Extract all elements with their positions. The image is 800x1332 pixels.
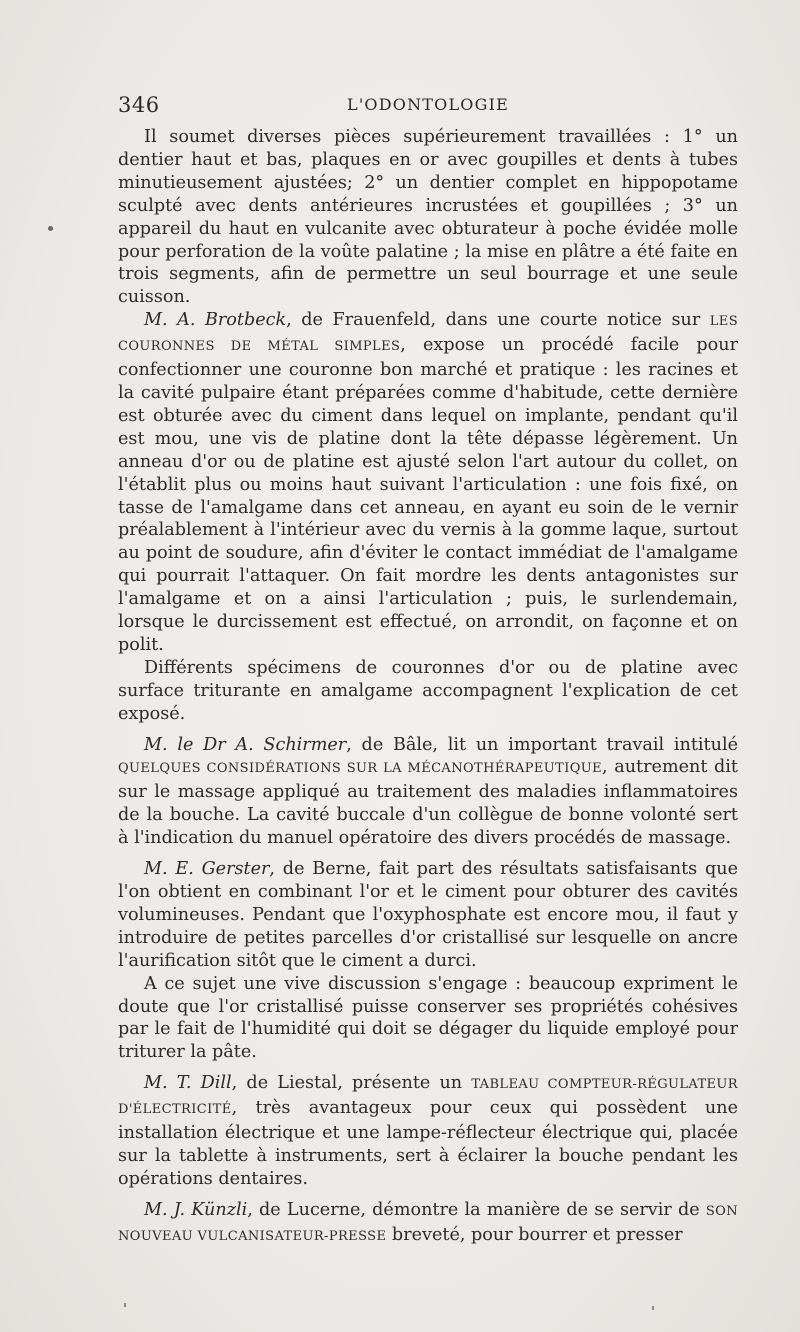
paper-speck (652, 1306, 654, 1310)
author-name: M. E. Gerster (144, 859, 270, 880)
paragraph (118, 309, 738, 657)
text-run: , de Berne, fait part des résultats satisfaisants que l'on obtient en combinant l'or et le ciment pour obturer des cavités volumineuses. Pendant que l'oxyphosphate est encore mou, il faut y introduire de petites parcelles d'or cristallisé sur lesquelle on ancre l'aurification sitôt que le ciment a durci. (118, 859, 738, 971)
author-name: M. A. Brotbeck (144, 310, 287, 331)
page-header (118, 93, 738, 119)
paper-speck (124, 1303, 126, 1307)
author-name: M. le Dr A. Schirmer (144, 734, 347, 755)
text-run: , de Bâle, lit un important travail intitulé (346, 734, 738, 755)
page-number: 346 (118, 93, 160, 117)
text-run: , de Liestal, présente un (231, 1073, 472, 1094)
work-title: LES COURONNES DE MÉTAL SIMPLES (118, 314, 738, 355)
work-title: SON NOUVEAU VULCANISATEUR-PRESSE (118, 1203, 738, 1244)
running-title: L'ODONTOLOGIE (347, 95, 509, 114)
text-run: , de Frauenfeld, dans une courte notice sur (286, 310, 710, 331)
text-run: A ce sujet une vive discussion s'engage : beaucoup expriment le doute que l'or cristallisé puisse conserver ses propriétés cohésives par le fait de l'humidité qui doit se dégager du liquide employé pour triturer la pâte. (118, 973, 738, 1063)
paragraph (118, 1199, 738, 1249)
text-run: , très avantageux pour ceux qui possèdent une installation électrique et une lampe-réflecteur électrique qui, placée sur la tablette à instruments, sert à éclairer la bouche pendant les opérations dentaires. (118, 1098, 738, 1189)
text-run: , de Lucerne, démontre la manière de se servir de (247, 1199, 706, 1220)
work-title: QUELQUES CONSIDÉRATIONS SUR LA MÉCANOTHÉRAPEUTIQUE (118, 761, 603, 777)
paragraph (118, 973, 738, 1065)
paragraph (118, 734, 738, 851)
paragraph (118, 126, 738, 309)
paragraph (118, 657, 738, 726)
work-title: TABLEAU COMPTEUR-RÉGULATEUR D'ÉLECTRICITÉ (118, 1077, 738, 1118)
author-name: M. J. Künzli (144, 1199, 248, 1220)
body-text (118, 126, 738, 1249)
paragraph (118, 858, 738, 973)
paragraph (118, 1072, 738, 1191)
author-name: M. T. Dill (144, 1073, 232, 1094)
text-run: , autrement dit sur le massage appliqué au traitement des maladies inflammatoires de la bouche. La cavité buccale d'un collègue de bonne volonté sert à l'indication du manuel opératoire des divers procédés de massage. (118, 757, 738, 849)
text-run: Différents spécimens de couronnes d'or ou de platine avec surface triturante en amalgame accompagnent l'explication de cet exposé. (118, 657, 738, 724)
text-run: , expose un procédé facile pour confectionner une couronne bon marché et pratique : les racines et la cavité pulpaire étant préparées comme d'habitude, cette dernière est obturée avec du ciment dans lequel on implante, pendant qu'il est mou, une vis de platine dont la tête dépasse légèrement. Un anneau d'or ou de platine est ajusté selon l'art autour du collet, on l'établit plus ou moins haut suivant l'articulation : une fois fixé, on tasse de l'amalgame dans cet anneau, en ayant eu soin de le vernir préalablement à l'intérieur avec du vernis à la gomme laque, surtout au point de soudure, afin d'éviter le contact immédiat de l'amalgame qui pourrait l'attaquer. On fait mordre les dents antagonistes sur l'amalgame et on a ainsi l'articulation ; puis, le surlendemain, lorsque le durcissement est effectué, on arrondit, on façonne et on polit. (118, 335, 738, 655)
text-run: Il soumet diverses pièces supérieurement travaillées : 1° un dentier haut et bas, plaques en or avec goupilles et dents à tubes minutieusement ajustées; 2° un dentier complet en hippopotame sculpté avec dents antérieures incrustées et goupillées ; 3° un appareil du haut en vulcanite avec obturateur à poche évidée molle pour perforation de la voûte palatine ; la mise en plâtre a été faite en trois segments, afin de permettre un seul bourrage et une seule cuisson. (118, 127, 738, 308)
text-run: breveté, pour bourrer et presser (386, 1224, 683, 1245)
margin-mark (48, 226, 53, 231)
